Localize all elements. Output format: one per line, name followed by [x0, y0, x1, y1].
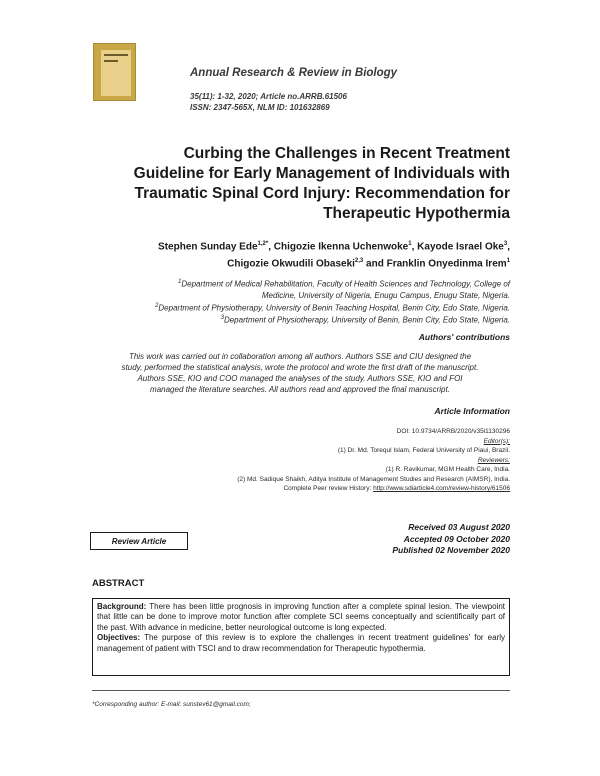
reviewer: (2) Md. Sadique Shaikh, Aditya Institute of Management Studies and Research (AIMSR), India. [237, 475, 510, 483]
affiliation-text: Department of Medical Rehabilitation, Faculty of Health Sciences and Technology, College of [181, 279, 510, 289]
contribution-line: managed the literature searches. All authors read and approved the final manuscript. [150, 385, 450, 394]
affiliation-line [50, 277, 510, 290]
objectives-label: Objectives: [97, 633, 141, 643]
review-history-label: Complete Peer review History: [283, 485, 374, 492]
author-name: Chigozie Ikenna Uchenwoke [273, 241, 409, 253]
paper-title [90, 144, 510, 224]
corresponding-author-footnote: *Corresponding author: E-mail: sunstev61@gmail.com; [92, 701, 251, 708]
journal-volume: 35(11): 1-32, 2020; Article no.ARRB.61506 [190, 92, 347, 101]
review-history-link[interactable]: http://www.sdiarticle4.com/review-history/61506 [373, 485, 510, 492]
affiliations [50, 277, 510, 326]
author-sup: 1,2* [257, 241, 269, 247]
objectives-text: The purpose of this review is to explore the challenges in recent treatment guidelines' for early management of patient with TSCI and to draw recommendation for Therapeutic hypothermia. [97, 633, 505, 653]
abstract-heading: ABSTRACT [92, 578, 145, 589]
author-sep: and [363, 258, 387, 270]
published-date: Published 02 November 2020 [392, 545, 510, 555]
author-line [50, 237, 510, 254]
affiliation-line [50, 313, 510, 326]
review-history [90, 484, 510, 494]
cover-line [104, 60, 118, 62]
article-info [90, 427, 510, 494]
author-name: Kayode Israel Oke [417, 241, 504, 253]
author-line [50, 254, 510, 271]
contribution-line: study, performed the statistical analysis, wrote the protocol and wrote the first draft of the manuscript. [121, 363, 479, 372]
author-list [50, 237, 510, 272]
title-line: Traumatic Spinal Cord Injury: Recommendation for [134, 185, 510, 202]
author-sup: 3 [503, 241, 508, 247]
affiliation-text: Department of Physiotherapy, University of Benin, Benin City, Edo State, Nigeria. [223, 315, 510, 325]
footnote-divider [92, 690, 510, 691]
author-sep: , [411, 241, 418, 253]
abstract-box [92, 598, 510, 676]
reviewers-label: Reviewers: [477, 456, 510, 464]
article-type-badge: Review Article [90, 532, 188, 550]
cover-line [104, 54, 128, 56]
publication-dates [392, 522, 510, 557]
doi: DOI: 10.9734/ARRB/2020/v35i1130296 [396, 428, 510, 435]
abstract-background [97, 602, 505, 633]
author-sep: , [507, 241, 510, 253]
title-line: Curbing the Challenges in Recent Treatment [183, 145, 510, 162]
abstract-objectives [97, 633, 505, 654]
article-info-heading: Article Information [434, 406, 510, 416]
affiliation-sup: 3 [220, 315, 224, 322]
journal-cover-thumbnail [93, 43, 136, 101]
affiliation-text: Medicine, University of Nigeria, Enugu Campus, Enugu State, Nigeria. [261, 290, 510, 300]
cover-inner [101, 50, 131, 96]
author-name: Chigozie Okwudili Obaseki [227, 258, 355, 270]
background-label: Background: [97, 602, 147, 611]
received-date: Received 03 August 2020 [408, 522, 510, 532]
editor-label: Editor(s): [483, 437, 510, 445]
title-line: Therapeutic Hypothermia [323, 205, 510, 222]
author-sup: 1 [408, 241, 412, 247]
background-text: There has been little prognosis in improving function after a complete spinal lesion. The viewpoint that little can be done to improve motor function after complete SCI seems conceptually and scientifically part of the past. With advance in medicine, better neurological outcome is long expected. [97, 602, 505, 632]
affiliation-line [50, 301, 510, 314]
affiliation-text: Department of Physiotherapy, University of Benin Teaching Hospital, Benin City, Edo State, Nigeria. [158, 303, 510, 313]
contributions-text [90, 351, 510, 395]
author-sup: 2,3 [354, 258, 364, 265]
author-sup: 1 [506, 258, 510, 265]
editor: (1) Dr. Md. Torequl Islam, Federal University of Piaui, Brazil. [337, 447, 510, 454]
journal-issn: ISSN: 2347-565X, NLM ID: 101632869 [190, 103, 330, 112]
contribution-line: This work was carried out in collaboration among all authors. Authors SSE and CIU designed the [128, 352, 472, 361]
affiliation-sup: 1 [178, 279, 182, 285]
journal-name: Annual Research & Review in Biology [190, 67, 398, 79]
title-line: Guideline for Early Management of Individuals with [133, 165, 510, 182]
affiliation-line [50, 290, 510, 301]
contributions-heading: Authors' contributions [418, 332, 510, 342]
contribution-line: Authors SSE, KIO and COO managed the analyses of the study. Authors SSE, KIO and FOI [137, 374, 463, 383]
author-name: Stephen Sunday Ede [158, 241, 258, 253]
author-name: Franklin Onyedinma Irem [386, 258, 507, 270]
accepted-date: Accepted 09 October 2020 [403, 533, 510, 544]
author-sep: , [268, 241, 274, 253]
affiliation-sup: 2 [155, 302, 159, 309]
reviewer: (1) R. Ravikumar, MGM Health Care, India. [385, 466, 510, 473]
